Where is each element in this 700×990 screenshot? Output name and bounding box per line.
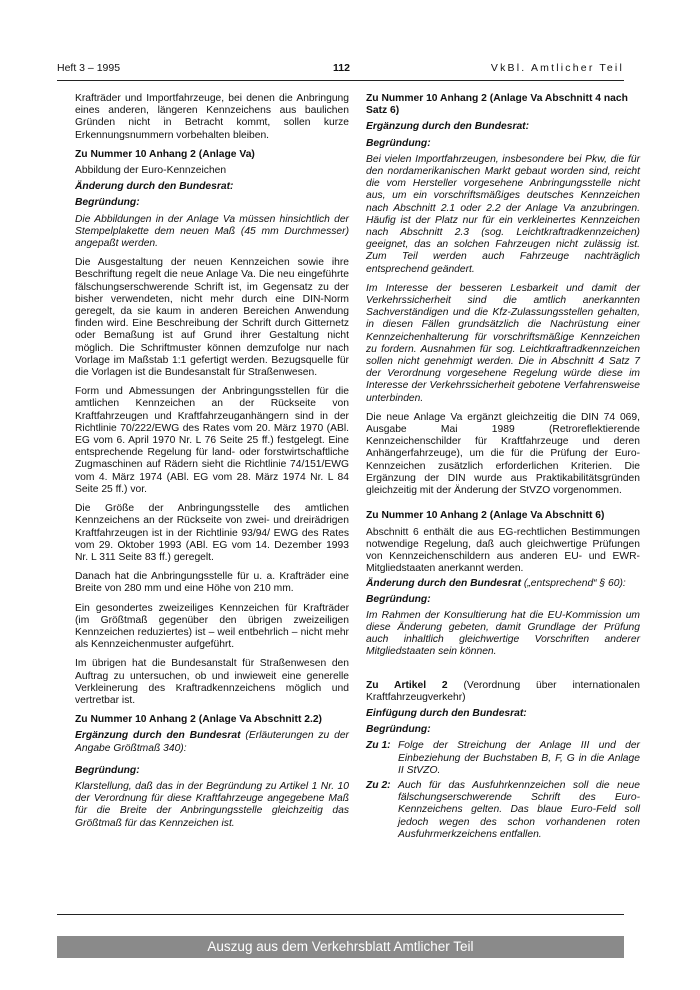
list-item (366, 780, 640, 841)
section-subheading: Abbildung der Euro-Kennzeichen (75, 165, 227, 177)
issue-label: Heft 3 – 1995 (57, 62, 121, 74)
reason-text: Die Abbildungen in der Anlage Va müssen hinsichtlich der Stempelplakette dem neuen Maß (45 mm Durchmesser) angepaßt werden. (75, 213, 349, 250)
change-line (366, 578, 640, 590)
list-item (366, 740, 640, 777)
change-label: Ergänzung durch den Bundesrat: (366, 121, 530, 133)
section-heading-bold: Zu Artikel 2 (366, 679, 448, 691)
reason-label: Begründung: (75, 197, 140, 209)
reason-label: Begründung: (75, 764, 140, 776)
change-label: Änderung durch den Bundesrat (366, 578, 522, 590)
reason-text: Im Interesse der besseren Lesbarkeit und damit der Verkehrssicherheit sind die amtlich anerkannten Sachverständigen und die Kfz-Zulassungsstellen gehalten, in diesen Fällen grundsätzlich die Nachrüstung einer Kennzeichenhalterung für vorschriftsmäßige Kennzeichen zu fordern. Ausnahmen für sog. Leichtkraftradkennzeichen sollen nicht genehmigt werden. Die in Abschnitt 4 Satz 7 der Verordnung vorgesehene Regelung würde diese im Interesse der Verkehrssicherheit gebotene Verfahrensweise unterbinden. (366, 282, 640, 404)
change-detail: („entsprechend“ § 60): (521, 578, 626, 590)
reason-label: Begründung: (366, 724, 431, 736)
page-number: 112 (333, 62, 350, 74)
body-paragraph: Danach hat die Anbringungsstelle für u. a. Krafträder eine Breite von 280 mm und eine Höhe von 210 mm. (75, 571, 349, 595)
body-paragraph: Abschnitt 6 enthält die aus EG-rechtlichen Bestimmungen notwendige Regelung, daß auch gleichwertige Prüfungen von Kennzeichenschildern aus anderen EU- und EWR-Mitgliedstaaten anerkannt werden. (366, 526, 640, 575)
reason-text: Bei vielen Importfahrzeugen, insbesondere bei Pkw, die für den nordamerikanischen Markt gebaut worden sind, reicht die vom Hersteller vorgesehene Anbringungsstelle nicht aus, um ein vorschriftsmäßiges deutsches Kennzeichen nach Abschnitt 2.1 oder 2.2 der Anlage Va anzubringen. Häufig ist der Platz nur für ein verkleinertes Kennzeichen nach Abschnitt 2.3 (sog. Leichtkraftradkennzeichen) geeignet, das an solchen Fahrzeugen nicht zulässig ist. Zum Teil werden auch Fahrzeuge nachträglich entsprechend geändert. (366, 153, 640, 275)
reason-text: Klarstellung, daß das in der Begründung zu Artikel 1 Nr. 10 der Verordnung für diese Kraftfahrzeuge angegebene Maß für die Breite der Anbringungsstelle gleichzeitig das Größtmaß für das Kennzeichen ist. (75, 780, 349, 829)
left-column (75, 93, 349, 837)
change-detail: (Erläuterungen zu der Angabe Größtmaß 340): (75, 730, 349, 754)
change-label: Einfügung durch den Bundesrat: (366, 707, 527, 719)
list-item-label: Zu 2: (366, 779, 391, 791)
body-paragraph: Form und Abmessungen der Anbringungsstellen für die amtlichen Kennzeichen an der Rückseite von Kraftfahrzeugen und Kraftfahrzeuganhängern sind in der Richtlinie 70/222/EWG des Rates vom 20. März 1970 (ABl. EG vom 6. April 1970 Nr. L 76 Seite 25 ff.) festgelegt. Eine entsprechende Regelung für land- oder forstwirtschaftliche Zugmaschinen auf Rädern sieht die Richtlinie 74/151/EWG vom 4. März 1974 (ABl. EG vom 28. März 1974 Nr. L 84 Seite 25 ff.) vor. (75, 386, 349, 495)
section-heading (366, 680, 640, 704)
intro-paragraph: Krafträder und Importfahrzeuge, bei denen die Anbringung eines anderen, längeren Kennzeichens aus baulichen Gründen nicht in Betracht kommt, sollen kurze Erkennungsnummern vorbehalten bleiben. (75, 93, 349, 141)
header-rule (57, 80, 624, 81)
body-paragraph: Im übrigen hat die Bundesanstalt für Straßenwesen den Auftrag zu untersuchen, ob und inwieweit eine generelle Verkleinerung des Kraftradkennzeichens möglich und vertretbar ist. (75, 658, 349, 706)
body-paragraph: Ein gesondertes zweizeiliges Kennzeichen für Krafträder (im Größtmaß gegenüber den übrigen zweizeiligen Kennzeichen reduziertes) ist – weil entbehrlich – nicht mehr als Kennzeichenmuster aufgeführt. (75, 602, 349, 651)
publication-title: VkBl. Amtlicher Teil (490, 62, 624, 74)
reason-label: Begründung: (366, 137, 431, 149)
list-item-label: Zu 1: (366, 740, 391, 752)
footer-banner: Auszug aus dem Verkehrsblatt Amtlicher Teil (57, 936, 624, 958)
section-heading: Zu Nummer 10 Anhang 2 (Anlage Va Abschnitt 4 nach Satz 6) (366, 93, 628, 117)
reason-label: Begründung: (366, 593, 431, 605)
page-header (57, 62, 624, 80)
body-paragraph: Die neue Anlage Va ergänzt gleichzeitig die DIN 74 069, Ausgabe Mai 1989 (Retroreflektierende Kennzeichenschilder für Kraftfahrzeuge und deren Anhängerfahrzeuge), um die für die Prüfung der Euro-Kennzeichen zusätzlich erforderlichen Kriterien. Die Ergänzung der DIN wurde aus Praktikabilitätsgründen gleichzeitig mit der Änderung der StVZO vorgenommen. (366, 411, 640, 497)
section-heading: Zu Nummer 10 Anhang 2 (Anlage Va Abschnitt 6) (366, 510, 605, 522)
reason-text: Im Rahmen der Konsultierung hat die EU-Kommission um diese Änderung gebeten, damit Grundlage der Prüfung auch inhaltlich gleichwertige Vorschriften anderer Mitgliedstaaten sein können. (366, 609, 640, 658)
section-heading-detail: (Verordnung über internationalen Kraftfahrzeugverkehr) (366, 679, 640, 703)
body-paragraph: Die Ausgestaltung der neuen Kennzeichen sowie ihre Beschriftung regelt die neue Anlage Va. Die neu eingeführte fälschungserschwerende Schrift ist, im Gegensatz zu der bisher verwendeten, nicht mehr durch eine DIN-Norm geregelt, da sie kaum in anderen Bereichen Anwendung finden wird. Eine Beschreibung der Schrift durch Gitternetz oder Bemaßung ist auf Grund ihrer Gestaltung nicht möglich. Die Schriftmuster können demzufolge nur nach Vorlage im Maßstab 1:1 gefertigt werden. Bezugsquelle für die Vorlagen ist die Bundesanstalt für Straßenwesen. (75, 257, 349, 379)
section-heading: Zu Nummer 10 Anhang 2 (Anlage Va) (75, 148, 255, 160)
list-item-text: Folge der Streichung der Anlage III und der Einbeziehung der Buchstaben B, F, G in die Anlage II StVZO. (398, 740, 640, 776)
list-item-text: Auch für das Ausfuhrkennzeichen soll die neue fälschungserschwerende Schrift des Euro-Kennzeichens gelten. Das blaue Euro-Feld soll jedoch wegen des schon vorhandenen roten Ausfuhrmerkzeichens entfallen. (398, 779, 640, 840)
change-line (75, 730, 349, 754)
footer-rule (57, 914, 624, 915)
change-label: Ergänzung durch den Bundesrat (75, 730, 241, 742)
body-paragraph: Die Größe der Anbringungsstelle des amtlichen Kennzeichens an der Rückseite von zwei- und dreirädrigen Kraftfahrzeugen ist in der Richtlinie 93/94/ EWG des Rates vom 29. Oktober 1993 (ABl. EG vom 14. Dezember 1993 Nr. L 311 Seite 83 ff.) geregelt. (75, 503, 349, 563)
change-label: Änderung durch den Bundesrat: (75, 181, 234, 193)
section-heading: Zu Nummer 10 Anhang 2 (Anlage Va Abschnitt 2.2) (75, 714, 322, 726)
right-column (366, 93, 640, 844)
